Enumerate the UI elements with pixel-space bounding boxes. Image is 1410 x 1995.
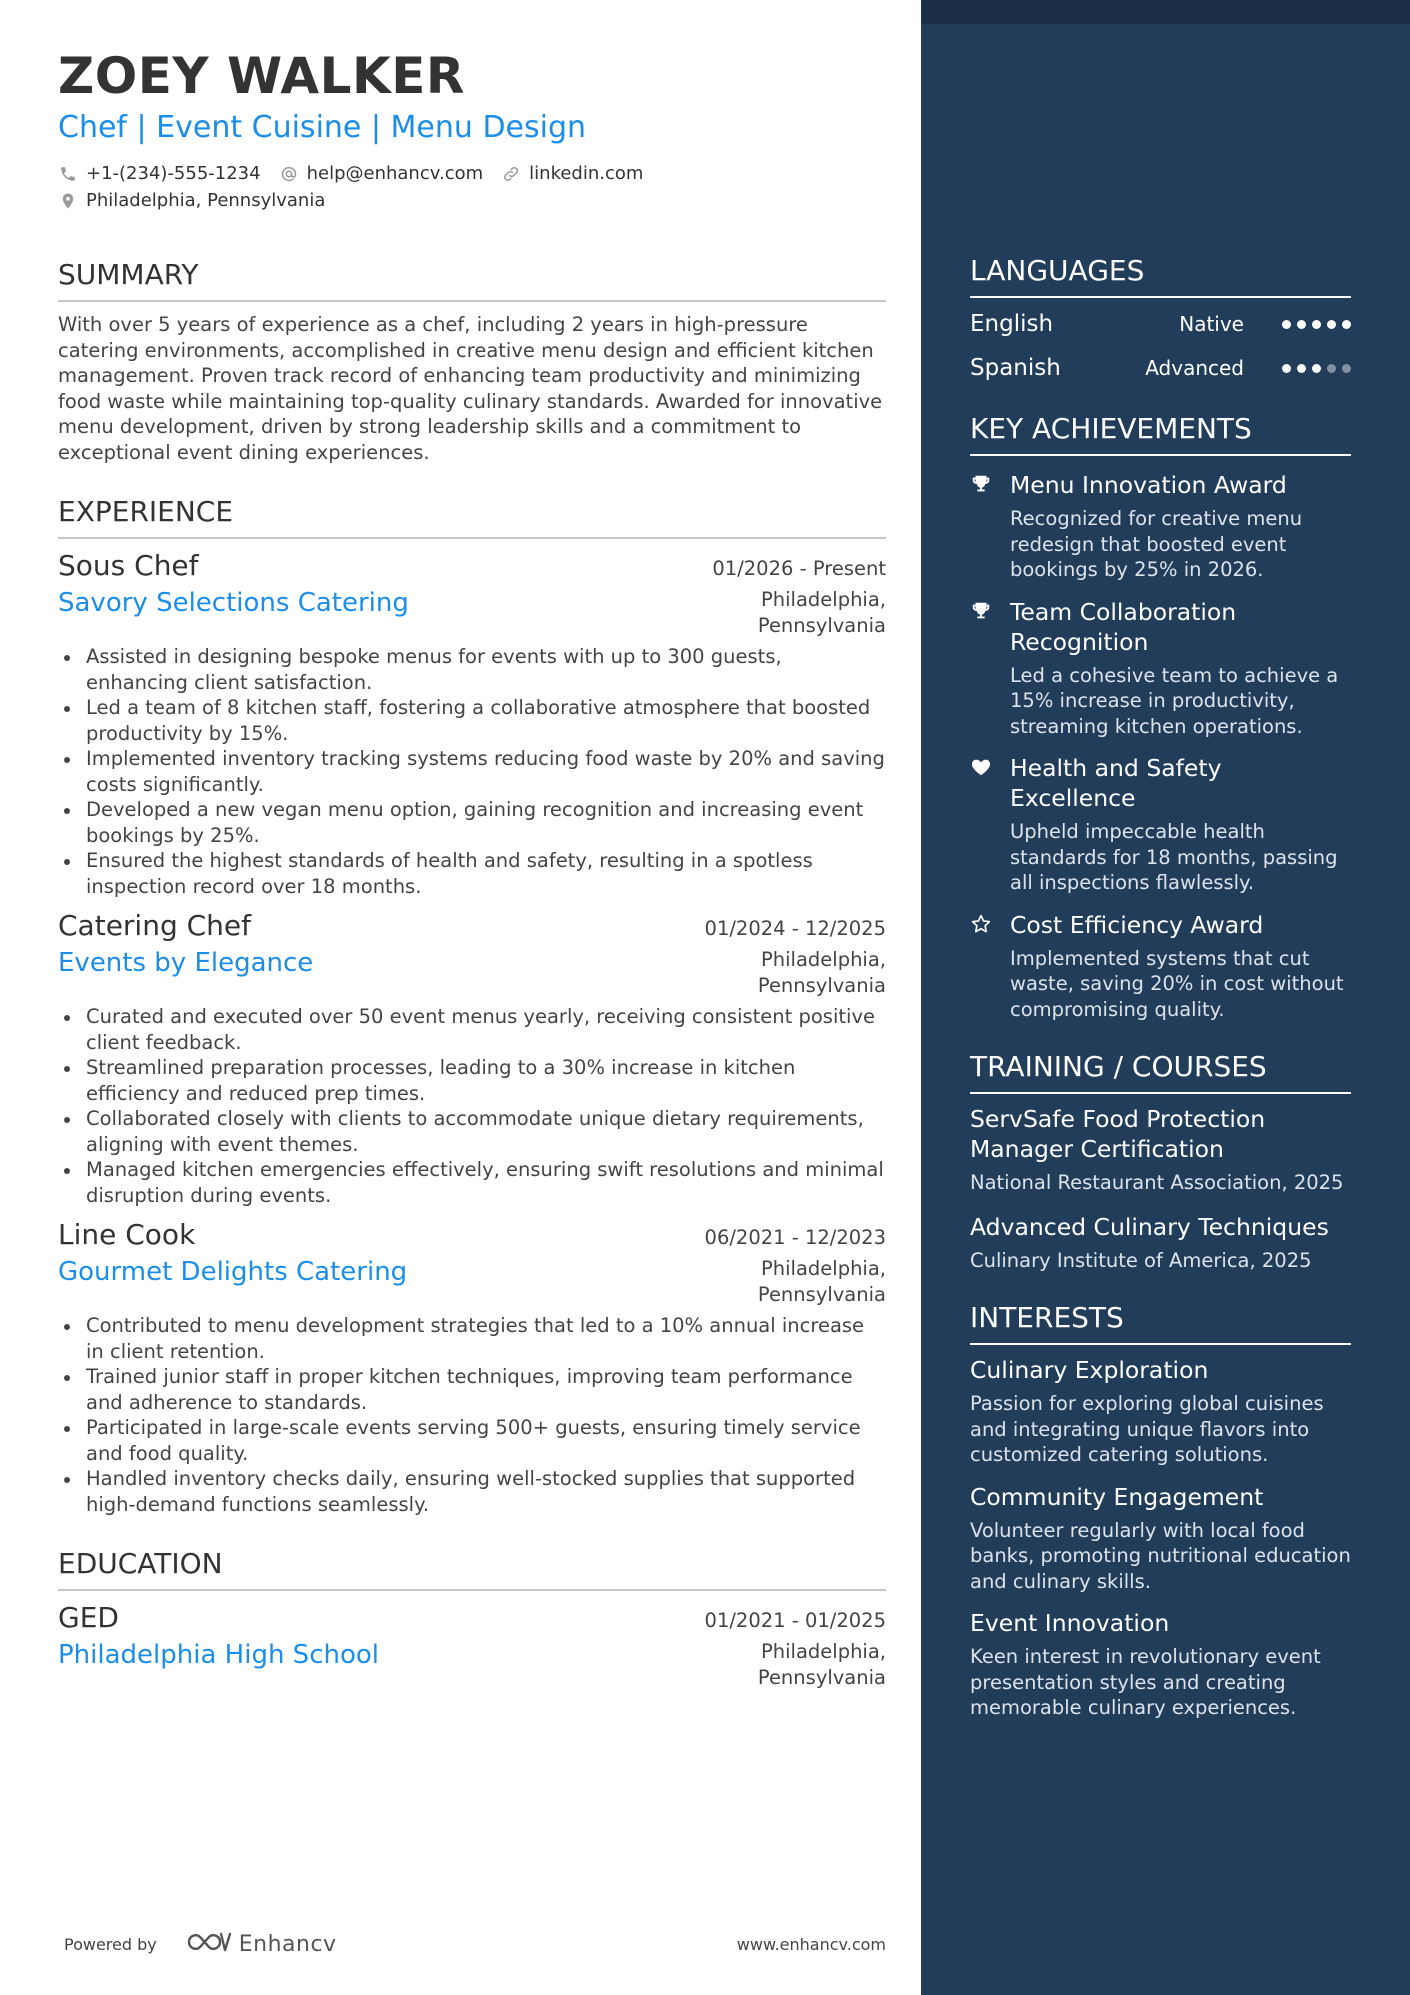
job-location: Philadelphia, Pennsylvania	[757, 948, 886, 997]
sidebar	[921, 0, 1410, 1995]
phone-text: +1-(234)-555-1234	[86, 163, 261, 184]
bullet-item: Assisted in designing bespoke menus for events with up to 300 guests, enhancing client satisfaction.	[58, 644, 886, 695]
enhancv-logo[interactable]	[185, 1928, 337, 1960]
languages-title: LANGUAGES	[970, 254, 1351, 298]
interest-title: Community Engagement	[970, 1482, 1264, 1511]
education-date: 01/2021 - 01/2025	[704, 1609, 886, 1632]
candidate-name: ZOEY WALKER	[58, 47, 465, 105]
link-icon	[501, 164, 521, 184]
bullet-item: Contributed to menu development strategies that led to a 10% annual increase in client retention.	[58, 1313, 886, 1364]
interest-desc: Passion for exploring global cuisines and integrating unique flavors into customized catering solutions.	[970, 1392, 1324, 1466]
language-row	[970, 302, 1351, 346]
job-date: 01/2024 - 12/2025	[704, 917, 886, 940]
bullet-item: Led a team of 8 kitchen staff, fostering a collaborative atmosphere that boosted productivity by 15%.	[58, 695, 886, 746]
bullet-item: Managed kitchen emergencies effectively, ensuring swift resolutions and minimal disruption during events.	[58, 1157, 886, 1208]
main-column	[58, 46, 886, 1690]
trophy-icon	[970, 470, 1010, 583]
achievement-desc: Led a cohesive team to achieve a 15% increase in productivity, streaming kitchen operations.	[1010, 663, 1339, 738]
job-date: 06/2021 - 12/2023	[704, 1226, 886, 1249]
at-icon	[279, 164, 299, 184]
training-section	[970, 1050, 1351, 1273]
language-rating	[1276, 320, 1351, 329]
rating-dot	[1312, 320, 1321, 329]
course-provider: Culinary Institute of America, 2025	[970, 1248, 1312, 1272]
job-company: Events by Elegance	[58, 948, 314, 978]
rating-dot	[1327, 364, 1336, 373]
contact-phone[interactable]	[58, 163, 261, 184]
achievement-item	[970, 753, 1351, 896]
achievement-item	[970, 910, 1351, 1023]
achievement-desc: Recognized for creative menu redesign that boosted event bookings by 25% in 2026.	[1010, 507, 1303, 581]
bullet-item: Curated and executed over 50 event menus yearly, receiving consistent positive client feedback.	[58, 1004, 886, 1055]
language-name: Spanish	[970, 355, 1061, 381]
location-pin-icon	[58, 191, 78, 211]
bullet-item: Handled inventory checks daily, ensuring well-stocked supplies that supported high-demand functions seamlessly.	[58, 1466, 886, 1517]
interests-title: INTERESTS	[970, 1301, 1351, 1345]
rating-dot	[1282, 320, 1291, 329]
languages-section	[970, 254, 1351, 390]
footer-url[interactable]: www.enhancv.com	[736, 1934, 886, 1954]
job-entry	[58, 909, 886, 1208]
bullet-item: Trained junior staff in proper kitchen techniques, improving team performance and adherence to standards.	[58, 1364, 886, 1415]
interest-item	[970, 1608, 1351, 1721]
interest-title: Culinary Exploration	[970, 1356, 1209, 1384]
bullet-item: Implemented inventory tracking systems reducing food waste by 20% and saving costs significantly.	[58, 746, 886, 797]
summary-text: With over 5 years of experience as a chef, including 2 years in high-pressure catering environments, accomplished in creative menu design and efficient kitchen management. Proven track record of enhancing team productivity and minimizing food waste while maintaining top-quality culinary standards. Awarded for innovative menu development, driven by strong leadership skills and a commitment to exceptional event dining experiences.	[58, 313, 883, 464]
achievement-desc: Upheld impeccable health standards for 18 months, passing all inspections flawlessly.	[1010, 820, 1338, 894]
candidate-headline: Chef | Event Cuisine | Menu Design	[58, 110, 587, 145]
achievement-item	[970, 470, 1351, 583]
job-bullets	[58, 644, 886, 899]
contact-info	[58, 160, 886, 214]
interest-item	[970, 1482, 1351, 1595]
education-entry	[58, 1601, 886, 1690]
rating-dot	[1342, 364, 1351, 373]
education-title: EDUCATION	[58, 1547, 886, 1591]
achievement-title: Menu Innovation Award	[1010, 471, 1287, 499]
bullet-item: Collaborated closely with clients to accommodate unique dietary requirements, aligning with event themes.	[58, 1106, 886, 1157]
job-company: Savory Selections Catering	[58, 588, 409, 618]
enhancv-logo-icon	[185, 1928, 233, 1960]
language-level: Advanced	[1145, 356, 1244, 380]
experience-title: EXPERIENCE	[58, 495, 886, 539]
job-entry	[58, 1218, 886, 1517]
achievements-title: KEY ACHIEVEMENTS	[970, 412, 1351, 456]
job-date: 01/2026 - Present	[712, 557, 886, 580]
interest-desc: Volunteer regularly with local food banks, promoting nutritional education and culinary skills.	[970, 1518, 1351, 1593]
sidebar-top-bar	[921, 0, 1410, 24]
footer	[64, 1926, 886, 1962]
course-provider: National Restaurant Association, 2025	[970, 1171, 1344, 1194]
linkedin-text: linkedin.com	[529, 163, 644, 184]
email-text: help@enhancv.com	[306, 163, 484, 184]
experience-section	[58, 495, 886, 1517]
job-title: Sous Chef	[58, 549, 199, 582]
powered-by-text: Powered by	[64, 1934, 157, 1954]
bullet-item: Participated in large-scale events serving 500+ guests, ensuring timely service and food quality.	[58, 1415, 886, 1466]
course-item	[970, 1212, 1351, 1274]
training-title: TRAINING / COURSES	[970, 1050, 1351, 1094]
language-level: Native	[1179, 312, 1244, 336]
trophy-icon	[970, 597, 1010, 740]
job-company: Gourmet Delights Catering	[58, 1257, 408, 1287]
school-location: Philadelphia, Pennsylvania	[757, 1640, 886, 1689]
achievement-item	[970, 597, 1351, 740]
achievements-section	[970, 412, 1351, 1022]
phone-icon	[58, 164, 78, 184]
star-icon	[970, 910, 1010, 1023]
contact-email[interactable]	[279, 163, 484, 184]
degree-title: GED	[58, 1601, 119, 1634]
contact-location	[58, 190, 325, 211]
bullet-item: Ensured the highest standards of health and safety, resulting in a spotless inspection record over 18 months.	[58, 848, 886, 899]
bullet-item: Developed a new vegan menu option, gaining recognition and increasing event bookings by 25%.	[58, 797, 886, 848]
education-section	[58, 1547, 886, 1690]
job-bullets	[58, 1004, 886, 1208]
interest-desc: Keen interest in revolutionary event presentation styles and creating memorable culinary experiences.	[970, 1645, 1321, 1719]
school-name: Philadelphia High School	[58, 1640, 380, 1670]
sidebar-content	[970, 254, 1351, 1721]
rating-dot	[1297, 320, 1306, 329]
rating-dot	[1312, 364, 1321, 373]
rating-dot	[1297, 364, 1306, 373]
job-location: Philadelphia, Pennsylvania	[757, 1257, 886, 1306]
language-name: English	[970, 311, 1054, 337]
job-location: Philadelphia, Pennsylvania	[757, 588, 886, 637]
enhancv-logo-text: Enhancv	[238, 1931, 337, 1957]
summary-section	[58, 258, 886, 465]
achievement-desc: Implemented systems that cut waste, saving 20% in cost without compromising quality.	[1010, 946, 1344, 1021]
job-title: Catering Chef	[58, 909, 252, 942]
course-item	[970, 1104, 1351, 1196]
achievement-title: Health and Safety Excellence	[1010, 754, 1222, 812]
achievement-title: Cost Efficiency Award	[1010, 910, 1264, 939]
bullet-item: Streamlined preparation processes, leading to a 30% increase in kitchen efficiency and reduced prep times.	[58, 1055, 886, 1106]
contact-linkedin[interactable]	[501, 163, 643, 184]
job-entry	[58, 549, 886, 899]
heart-icon	[970, 753, 1010, 896]
language-rating	[1276, 364, 1351, 373]
interest-item	[970, 1355, 1351, 1468]
interests-section	[970, 1301, 1351, 1721]
job-title: Line Cook	[58, 1218, 196, 1251]
job-bullets	[58, 1313, 886, 1517]
language-row	[970, 346, 1351, 390]
summary-title: SUMMARY	[58, 258, 886, 302]
rating-dot	[1282, 364, 1291, 373]
rating-dot	[1342, 320, 1351, 329]
achievement-title: Team Collaboration Recognition	[1010, 597, 1237, 656]
location-text: Philadelphia, Pennsylvania	[86, 190, 326, 211]
course-title: ServSafe Food Protection Manager Certification	[970, 1105, 1266, 1163]
interest-title: Event Innovation	[970, 1609, 1170, 1637]
rating-dot	[1327, 320, 1336, 329]
course-title: Advanced Culinary Techniques	[970, 1212, 1329, 1241]
